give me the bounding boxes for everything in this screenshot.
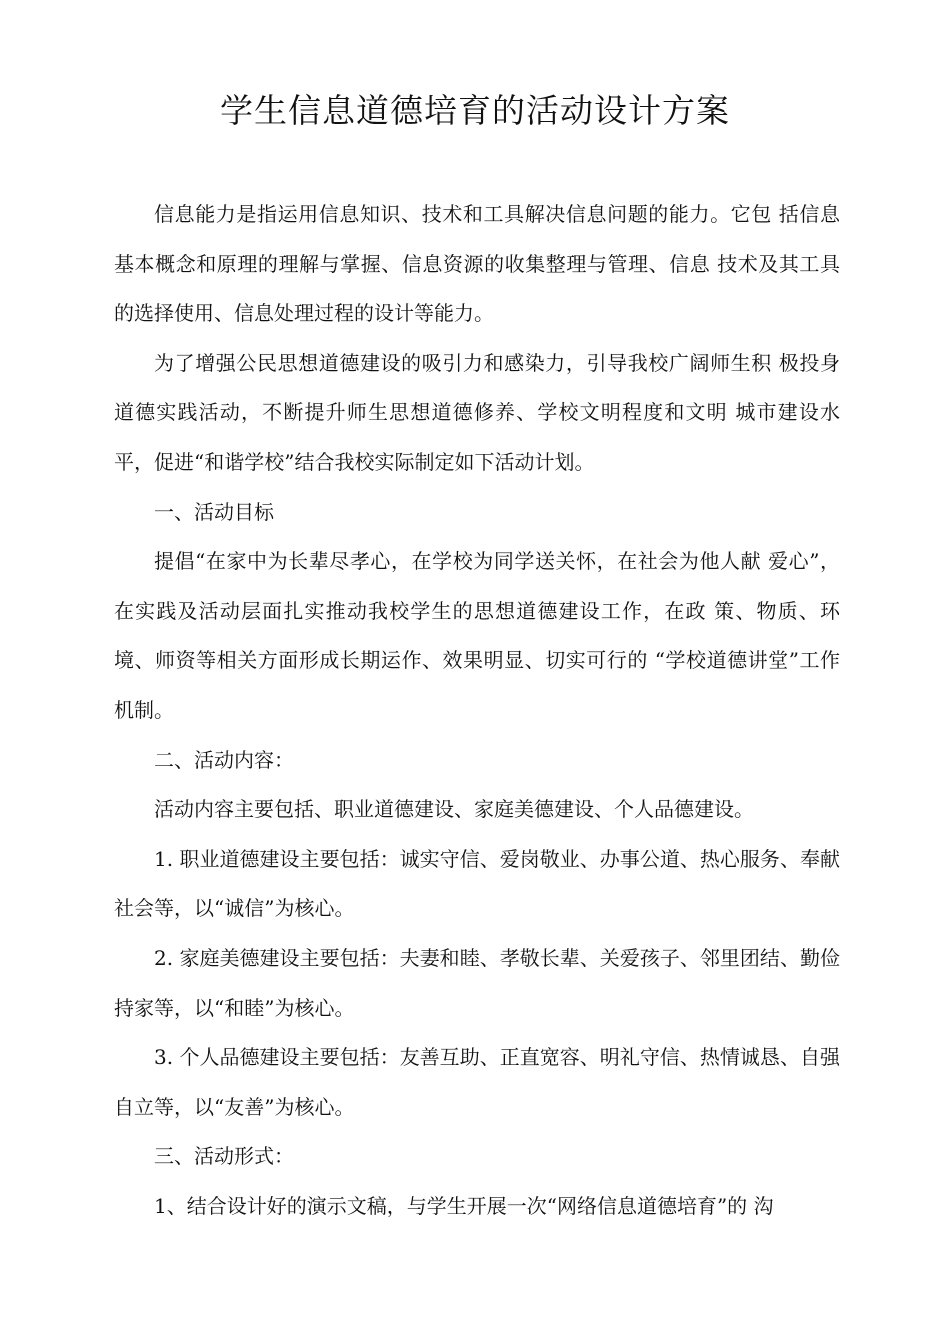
- document-body: [114, 190, 840, 1231]
- paragraph-intro-info-ability: 信息能力是指运用信息知识、技术和工具解决信息问题的能力。它包 括信息基本概念和原理的理解与掌握、信息资源的收集整理与管理、信息 技术及其工具的选择使用、信息处理过程的设计等能力。: [114, 202, 840, 326]
- section-heading-content: 二、活动内容：: [154, 747, 294, 772]
- section-heading-goals: 一、活动目标: [154, 499, 274, 524]
- list-item-professional-ethics: 1. 职业道德建设主要包括：诚实守信、爱岗敬业、办事公道、热心服务、奉献社会等，以“诚信”为核心。: [114, 846, 840, 921]
- paragraph-content-summary: 活动内容主要包括、职业道德建设、家庭美德建设、个人品德建设。: [154, 797, 754, 822]
- list-item-personal-character: 3. 个人品德建设主要包括：友善互助、正直宽容、明礼守信、热情诚恳、自强自立等，以“友善”为核心。: [114, 1045, 840, 1119]
- paragraph-goals: 提倡“在家中为长辈尽孝心，在学校为同学送关怀，在社会为他人献 爱心”，在实践及活动层面扎实推动我校学生的思想道德建设工作，在政 策、物质、环境、师资等相关方面形成长期运作、效果明显、切实可行的 “学校道德讲堂”工作机制。: [114, 549, 840, 722]
- list-item-family-virtues: 2. 家庭美德建设主要包括：夫妻和睦、孝敬长辈、关爱孩子、邻里团结、勤俭持家等，以“和睦”为核心。: [114, 945, 840, 1020]
- paragraph-purpose: 为了增强公民思想道德建设的吸引力和感染力，引导我校广阔师生积 极投身道德实践活动，不断提升师生思想道德修养、学校文明程度和文明 城市建设水平，促进“和谐学校”结合我校实际制定如下活动计划。: [114, 350, 840, 474]
- document-title: 学生信息道德培育的活动设计方案: [220, 91, 730, 130]
- list-item-format-1: 1、结合设计好的演示文稿，与学生开展一次“网络信息道德培育”的 沟: [154, 1193, 774, 1218]
- section-heading-format: 三、活动形式：: [154, 1144, 294, 1169]
